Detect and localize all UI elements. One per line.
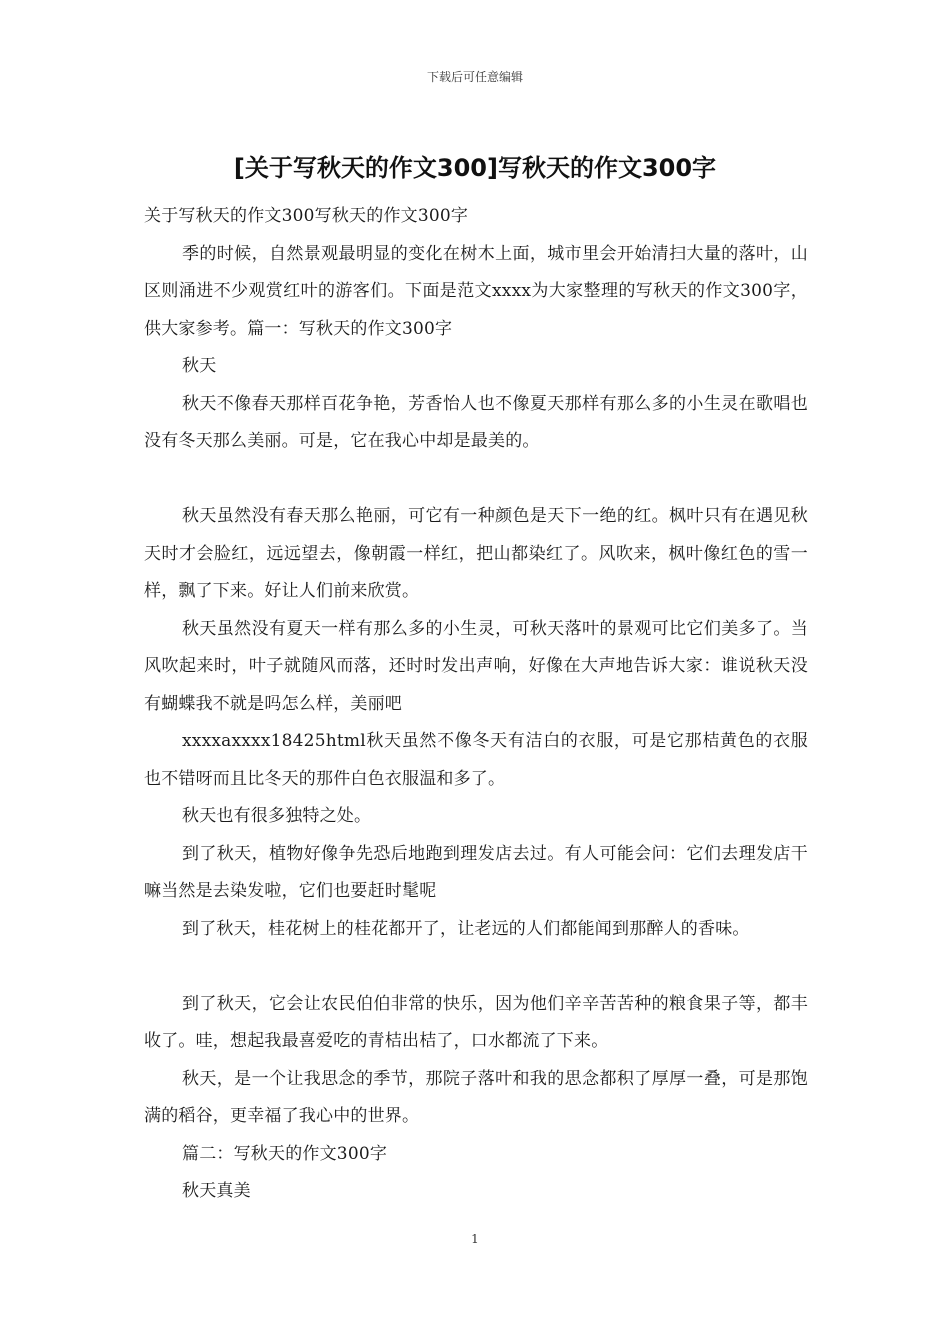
paragraph: xxxxaxxxx18425html秋天虽然不像冬天有洁白的衣服，可是它那桔黄色的衣服也不错呀而且比冬天的那件白色衣服温和多了。 bbox=[144, 731, 808, 789]
section-heading-part-two: 篇二：写秋天的作文300字 bbox=[182, 1143, 388, 1164]
paragraph: 秋天，是一个让我思念的季节，那院子落叶和我的思念都积了厚厚一叠，可是那饱满的稻谷，更幸福了我心中的世界。 bbox=[144, 1068, 808, 1126]
paragraph: 秋天虽然没有春天那么艳丽，可它有一种颜色是天下一绝的红。枫叶只有在遇见秋天时才会脸红，远远望去，像朝霞一样红，把山都染红了。风吹来，枫叶像红色的雪一样，飘了下来。好让人们前来欣赏。 bbox=[144, 506, 808, 601]
paragraph: 秋天虽然没有夏天一样有那么多的小生灵，可秋天落叶的景观可比它们美多了。当风吹起来时，叶子就随风而落，还时时发出声响，好像在大声地告诉大家：谁说秋天没有蝴蝶我不就是吗怎么样，美丽吧 bbox=[144, 618, 808, 714]
paragraph: 秋天不像春天那样百花争艳，芳香怡人也不像夏天那样有那么多的小生灵在歌唱也没有冬天那么美丽。可是，它在我心中却是最美的。 bbox=[144, 393, 808, 451]
section-heading-autumn: 秋天 bbox=[182, 356, 217, 376]
page-number: 1 bbox=[471, 1232, 479, 1246]
section-heading-autumn-beautiful: 秋天真美 bbox=[182, 1181, 251, 1201]
header-note: 下载后可任意编辑 bbox=[426, 70, 523, 84]
paragraph: 到了秋天，植物好像争先恐后地跑到理发店去过。有人可能会问：它们去理发店干嘛当然是去染发啦，它们也要赶时髦呢 bbox=[144, 843, 808, 901]
paragraph-intro: 季的时候，自然景观最明显的变化在树木上面，城市里会开始清扫大量的落叶，山区则涌进不少观赏红叶的游客们。下面是范文xxxx为大家整理的写秋天的作文300字，供大家参考。篇一：写秋天的作文300字 bbox=[144, 243, 808, 339]
paragraph-gap bbox=[144, 461, 808, 499]
paragraph: 到了秋天，它会让农民伯伯非常的快乐，因为他们辛辛苦苦种的粮食果子等，都丰收了。哇，想起我最喜爱吃的青桔出桔了，口水都流了下来。 bbox=[144, 993, 808, 1051]
paragraph-gap bbox=[144, 948, 808, 986]
paragraph: 秋天也有很多独特之处。 bbox=[182, 806, 372, 826]
document-body bbox=[144, 198, 808, 1211]
paragraph: 到了秋天，桂花树上的桂花都开了，让老远的人们都能闻到那醉人的香味。 bbox=[182, 918, 750, 939]
document-title: [关于写秋天的作文300]写秋天的作文300字 bbox=[233, 154, 717, 182]
document-subtitle: 关于写秋天的作文300写秋天的作文300字 bbox=[144, 206, 469, 226]
